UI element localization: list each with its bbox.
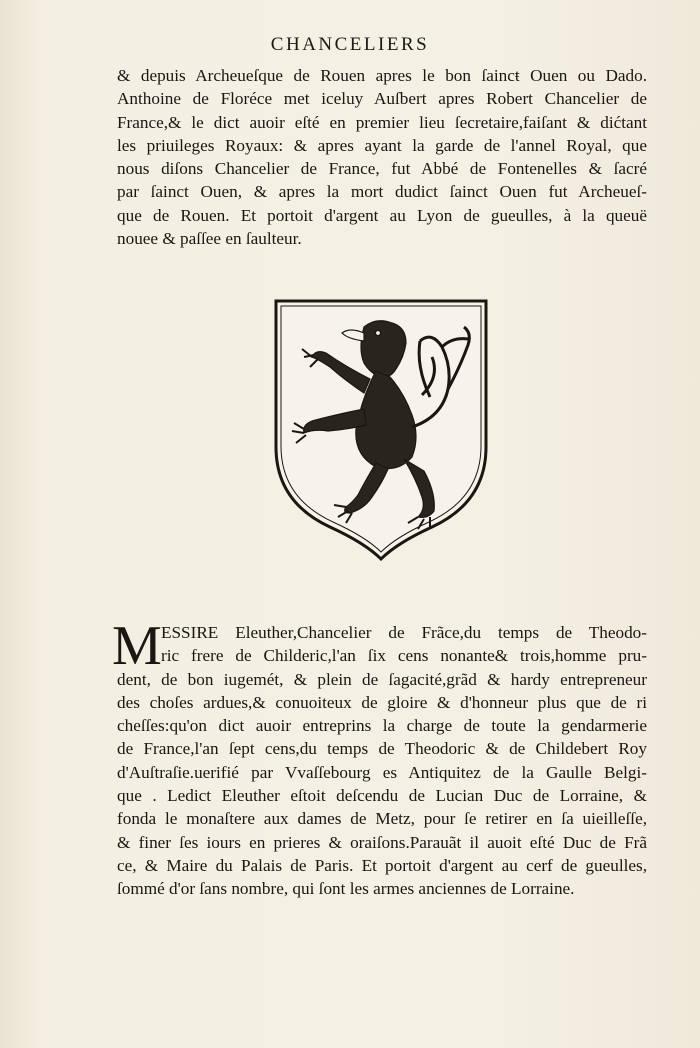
text-line: cheſſes:qu'on dict auoir entreprins la charge de toute la gendarmerie (117, 716, 647, 736)
text-line: de France,l'an ſept cens,du temps de Theodoric & de Childebert Roy (117, 739, 647, 759)
text-line: fonda le monaſtere aux dames de Metz, pour ſe retirer en ſa uieilleſſe, (117, 809, 647, 829)
text-line: que . Ledict Eleuther eſtoit deſcendu de Lucian Duc de Lorraine, & (117, 786, 647, 806)
paragraph-2 (117, 621, 647, 901)
text-line: & finer ſes iours en prieres & oraiſons.Parauãt il auoit eſté Duc de Frã (117, 832, 647, 852)
text-line: France,& le dict auoir eſté en premier lieu ſecretaire,faiſant & dićtant (117, 112, 647, 132)
text-line: nous diſons Chancelier de France, fut Abbé de Fontenelles & ſacré (117, 159, 647, 179)
text-line: Anthoine de Floréce met iceluy Auſbert apres Robert Chancelier de (117, 89, 647, 109)
text-line: ſommé d'or ſans nombre, qui ſont les armes anciennes de Lorraine. (117, 879, 575, 899)
text-line: d'Auſtraſie.uerifié par Vvaſſebourg es Antiquitez de la Gaulle Belgi- (117, 762, 647, 782)
text-line: des choſes ardues,& conuoiteux de gloire & d'honneur plus que de ri (117, 692, 647, 712)
text-line: par ſainct Ouen, & apres la mort dudict ſainct Ouen fut Archeueſ- (117, 182, 647, 202)
text-line: dent, de bon iugemét, & plein de ſagacité,grãd & hardy entrepreneur (117, 669, 647, 689)
text-line: ESSIRE Eleuther,Chancelier de Frãce,du temps de Theodo- (161, 623, 647, 642)
text-line: que de Rouen. Et portoit d'argent au Lyon de gueulles, à la queuë (117, 205, 647, 225)
text-line: & depuis Archeueſque de Rouen apres le bon ſaincŧ Ouen ou Dado. (117, 66, 647, 85)
running-header: CHANCELIERS (270, 34, 430, 55)
text-line: les priuileges Royaux: & apres ayant la garde de l'annel Royal, que (117, 135, 647, 155)
text-line: ce, & Maire du Palais de Paris. Et portoit d'argent au cerf de gueulles, (117, 855, 647, 875)
text-line: ric frere de Childeric,l'an ſix cens nonante& trois,homme pru- (161, 646, 647, 666)
coat-of-arms-lion-icon (272, 297, 490, 563)
paragraph-1 (117, 64, 647, 250)
text-line: nouee & paſſee en ſaulteur. (117, 229, 302, 249)
drop-cap: M (112, 615, 162, 677)
